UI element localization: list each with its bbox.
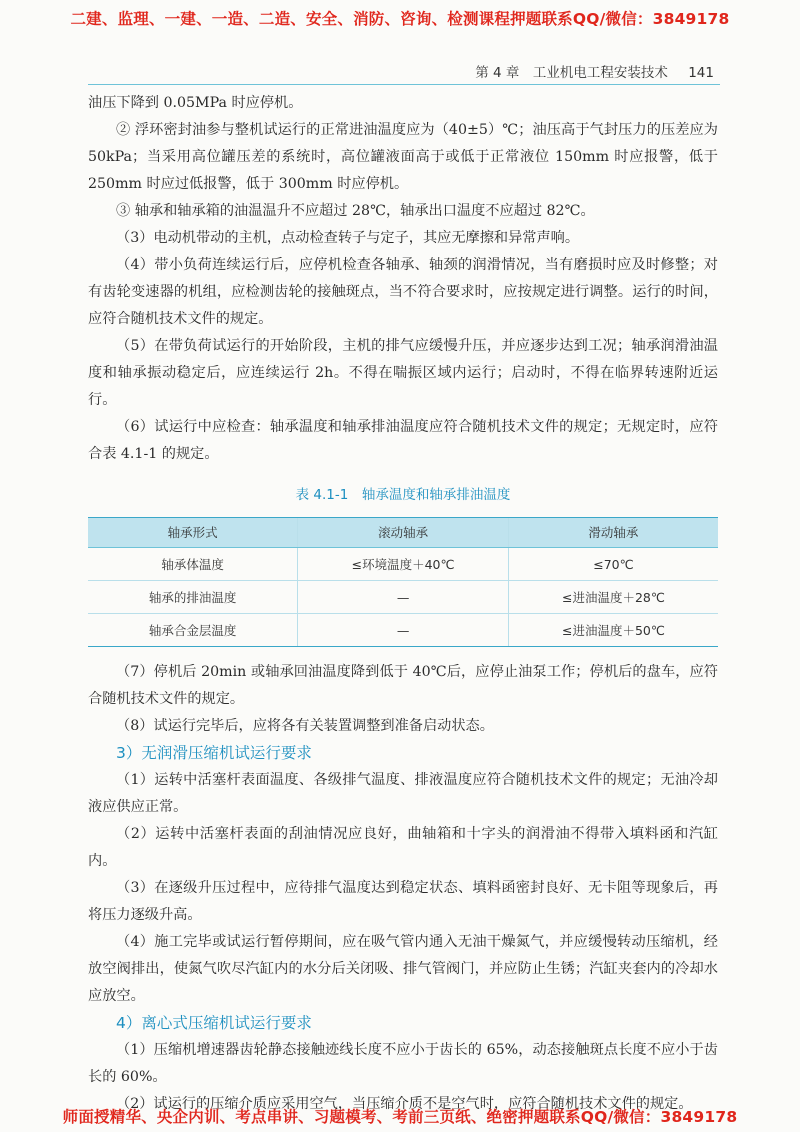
paragraph: （3）在逐级升压过程中，应待排气温度达到稳定状态、填料函密封良好、无卡阻等现象后，再将压力逐级升高。 [88, 880, 718, 923]
table-row [88, 614, 718, 647]
table-caption: 表 4.1-1 轴承温度和轴承排油温度 [295, 487, 511, 503]
paragraph: （2）试运行的压缩介质应采用空气，当压缩介质不是空气时，应符合随机技术文件的规定。 [116, 1096, 693, 1112]
paragraph: （5）在带负荷试运行的开始阶段，主机的排气应缓慢升压，并应逐步达到工况；轴承润滑油温度和轴承振动稳定后，应连续运行 2h。不得在喘振区域内运行；启动时，不得在临界转速附近运行。 [88, 338, 718, 408]
section-heading: 3）无润滑压缩机试运行要求 [116, 744, 312, 762]
table-cell: — [298, 581, 509, 614]
table-cell: ≤进油温度＋50℃ [508, 614, 718, 647]
table-header-cell: 滚动轴承 [298, 518, 509, 548]
paragraph: ③ 轴承和轴承箱的油温温升不应超过 28℃，轴承出口温度不应超过 82℃。 [116, 203, 595, 219]
promo-banner-top: 二建、监理、一建、一造、二造、安全、消防、咨询、检测课程押题联系QQ/微信：3849178 [70, 10, 730, 28]
table-cell: 轴承的排油温度 [88, 581, 298, 614]
paragraph: ② 浮环密封油参与整机试运行的正常进油温度应为（40±5）℃；油压高于气封压力的压差应为 50kPa；当采用高位罐压差的系统时，高位罐液面高于或低于正常液位 150mm 时应报警，低于 250mm 时应过低报警，低于 300mm 时应停机。 [88, 122, 718, 192]
table-cell: 轴承合金层温度 [88, 614, 298, 647]
paragraph: 油压下降到 0.05MPa 时应停机。 [88, 95, 303, 111]
paragraph: （1）运转中活塞杆表面温度、各级排气温度、排液温度应符合随机技术文件的规定；无油冷却液应供应正常。 [88, 772, 718, 815]
page-number: 141 [688, 65, 714, 81]
promo-banner-bottom: 师面授精华、央企内训、考点串讲、习题模考、考前三页纸、绝密押题联系QQ/微信：3849178 [62, 1108, 738, 1126]
table-row [88, 581, 718, 614]
table-header-row [88, 518, 718, 548]
paragraph: （7）停机后 20min 或轴承回油温度降到低于 40℃后，应停止油泵工作；停机后的盘车，应符合随机技术文件的规定。 [88, 664, 718, 707]
table-cell: 轴承体温度 [88, 548, 298, 581]
paragraph: （8）试运行完毕后，应将各有关装置调整到准备启动状态。 [116, 718, 494, 734]
table-cell: — [298, 614, 509, 647]
table-header-cell: 滑动轴承 [508, 518, 718, 548]
running-head [475, 61, 714, 81]
section-heading: 4）离心式压缩机试运行要求 [116, 1014, 312, 1032]
table-row [88, 548, 718, 581]
chapter-title: 第 4 章 工业机电工程安装技术 [475, 65, 668, 81]
paragraph: （6）试运行中应检查：轴承温度和轴承排油温度应符合随机技术文件的规定；无规定时，应符合表 4.1-1 的规定。 [88, 419, 718, 462]
paragraph: （4）施工完毕或试运行暂停期间，应在吸气管内通入无油干燥氮气，并应缓慢转动压缩机，经放空阀排出，使氮气吹尽汽缸内的水分后关闭吸、排气管阀门，并应防止生锈；汽缸夹套内的冷却水应放空。 [88, 934, 718, 1004]
table-header-cell: 轴承形式 [88, 518, 298, 548]
paragraph: （2）运转中活塞杆表面的刮油情况应良好，曲轴箱和十字头的润滑油不得带入填料函和汽缸内。 [88, 826, 718, 869]
table-cell: ≤70℃ [508, 548, 718, 581]
table-cell: ≤环境温度＋40℃ [298, 548, 509, 581]
bearing-temperature-table [88, 517, 718, 647]
header-divider [88, 84, 720, 85]
paragraph: （3）电动机带动的主机，点动检查转子与定子，其应无摩擦和异常声响。 [116, 230, 580, 246]
table-cell: ≤进油温度＋28℃ [508, 581, 718, 614]
paragraph: （4）带小负荷连续运行后，应停机检查各轴承、轴颈的润滑情况，当有磨损时应及时修整；对有齿轮变速器的机组，应检测齿轮的接触斑点，当不符合要求时，应按规定进行调整。运行的时间，应符合随机技术文件的规定。 [88, 257, 718, 327]
paragraph: （1）压缩机增速器齿轮静态接触迹线长度不应小于齿长的 65%，动态接触斑点长度不应小于齿长的 60%。 [88, 1042, 718, 1085]
page-body [88, 90, 718, 1118]
